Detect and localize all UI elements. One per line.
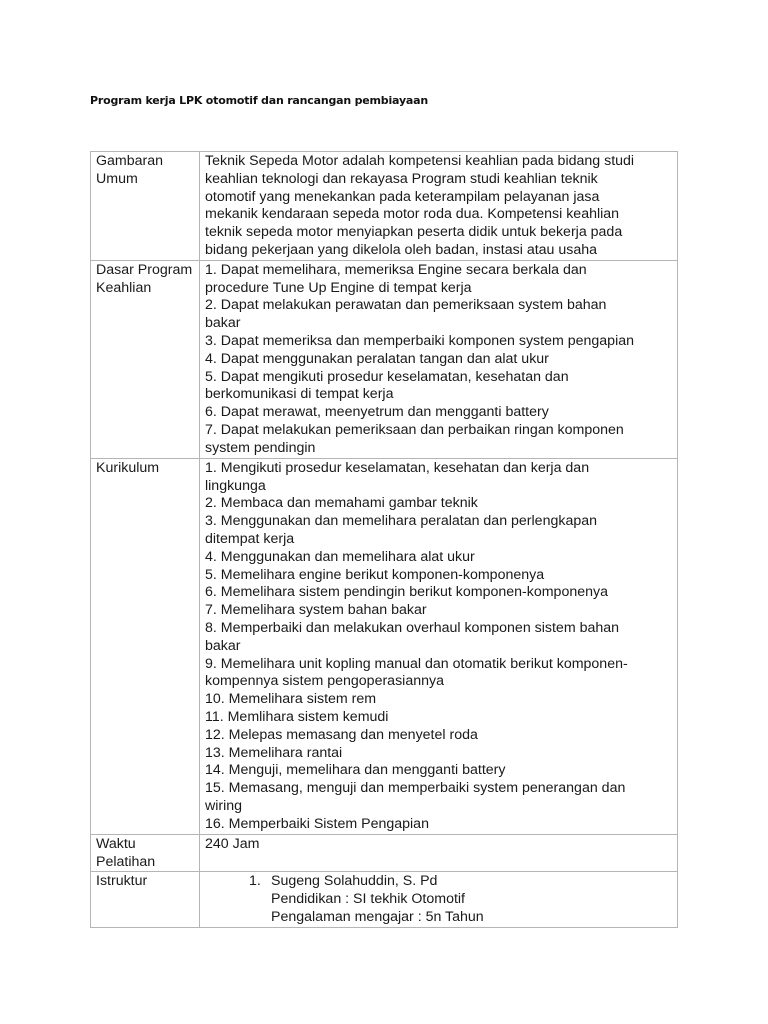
table-row-kurikulum bbox=[91, 458, 678, 834]
list-item: kompennya sistem pengoperasiannya bbox=[205, 673, 444, 690]
text-line: bidang pekerjaan yang dikelola oleh badan, instasi atau usaha bbox=[205, 241, 598, 258]
list-item: 4. Menggunakan dan memelihara alat ukur bbox=[205, 548, 475, 565]
row-content-instruktur bbox=[200, 872, 678, 927]
list-item: berkomunikasi di tempat kerja bbox=[205, 386, 394, 403]
row-label-waktu-pelatihan: Waktu Pelatihan bbox=[91, 834, 200, 872]
list-item: 9. Memelihara unit kopling manual dan otomatik berikut komponen- bbox=[205, 655, 628, 672]
list-item: bakar bbox=[205, 637, 241, 654]
list-item: 5. Memelihara engine berikut komponen-komponenya bbox=[205, 566, 545, 583]
list-item: 6. Dapat merawat, meenyetrum dan mengganti battery bbox=[205, 404, 549, 421]
table-row-dasar-program-keahlian bbox=[91, 260, 678, 458]
row-label-dasar-program-keahlian: Dasar Program Keahlian bbox=[91, 260, 200, 458]
list-item: 6. Memelihara sistem pendingin berikut komponen-komponenya bbox=[205, 584, 608, 601]
row-content-waktu-pelatihan: 240 Jam bbox=[200, 834, 678, 872]
list-item: 12. Melepas memasang dan menyetel roda bbox=[205, 726, 478, 743]
row-content-gambaran-umum bbox=[200, 152, 678, 261]
list-item: wiring bbox=[205, 797, 243, 814]
row-label-gambaran-umum: Gambaran Umum bbox=[91, 152, 200, 261]
program-table bbox=[90, 151, 678, 928]
list-item: 7. Memelihara system bahan bakar bbox=[205, 602, 427, 619]
list-item: 3. Menggunakan dan memelihara peralatan dan perlengkapan bbox=[205, 513, 598, 530]
row-label-kurikulum: Kurikulum bbox=[91, 458, 200, 834]
list-item: 5. Dapat mengikuti prosedur keselamatan, kesehatan dan bbox=[205, 368, 569, 385]
list-item: 11. Memlihara sistem kemudi bbox=[205, 708, 389, 725]
list-item: ditempat kerja bbox=[205, 530, 295, 547]
table-row-waktu-pelatihan bbox=[91, 834, 678, 872]
list-item: 1. Mengikuti prosedur keselamatan, kesehatan dan kerja dan bbox=[205, 459, 590, 476]
row-content-kurikulum bbox=[200, 458, 678, 834]
instructor-name: Sugeng Solahuddin, S. Pd bbox=[271, 873, 438, 890]
table-row-gambaran-umum bbox=[91, 152, 678, 261]
list-number: 1. bbox=[249, 873, 261, 890]
text-line: keahlian teknologi dan rekayasa Program studi keahlian teknik bbox=[205, 170, 598, 187]
list-item: 15. Memasang, menguji dan memperbaiki system penerangan dan bbox=[205, 780, 626, 797]
row-label-instruktur: Istruktur bbox=[91, 872, 200, 927]
list-item: 10. Memelihara sistem rem bbox=[205, 691, 377, 708]
table-row-instruktur bbox=[91, 872, 678, 927]
list-item: lingkunga bbox=[205, 477, 266, 494]
instructor-experience: Pengalaman mengajar : 5n Tahun bbox=[271, 908, 484, 925]
row-content-dasar-program-keahlian bbox=[200, 260, 678, 458]
list-item: 16. Memperbaiki Sistem Pengapian bbox=[205, 815, 429, 832]
list-item: 2. Membaca dan memahami gambar teknik bbox=[205, 495, 478, 512]
text-line: mekanik kendaraan sepeda motor roda dua. Kompetensi keahlian bbox=[205, 206, 620, 223]
list-item: bakar bbox=[205, 315, 241, 332]
document-title: Program kerja LPK otomotif dan rancangan pembiayaan bbox=[90, 94, 428, 107]
list-item: 7. Dapat melakukan pemeriksaan dan perbaikan ringan komponen bbox=[205, 421, 624, 438]
instructor-list bbox=[205, 873, 672, 926]
text-line: teknik sepeda motor menyiapkan peserta didik untuk bekerja pada bbox=[205, 224, 623, 241]
instructor-item bbox=[249, 873, 672, 926]
list-item: 3. Dapat memeriksa dan memperbaiki komponen system pengapian bbox=[205, 332, 634, 349]
list-item: 14. Menguji, memelihara dan mengganti battery bbox=[205, 762, 506, 779]
instructor-education: Pendidikan : SI tekhik Otomotif bbox=[271, 891, 465, 908]
list-item: 1. Dapat memelihara, memeriksa Engine secara berkala dan bbox=[205, 261, 587, 278]
list-item: procedure Tune Up Engine di tempat kerja bbox=[205, 279, 472, 296]
text-line: otomotif yang menekankan pada keterampilam pelayanan jasa bbox=[205, 188, 600, 205]
text-line: Teknik Sepeda Motor adalah kompetensi keahlian pada bidang studi bbox=[205, 153, 635, 169]
list-item: 8. Memperbaiki dan melakukan overhaul komponen sistem bahan bbox=[205, 619, 620, 636]
list-item: 4. Dapat menggunakan peralatan tangan dan alat ukur bbox=[205, 350, 549, 367]
list-item: 2. Dapat melakukan perawatan dan pemeriksaan system bahan bbox=[205, 297, 607, 314]
list-item: 13. Memelihara rantai bbox=[205, 744, 343, 761]
list-item: system pendingin bbox=[205, 439, 316, 456]
